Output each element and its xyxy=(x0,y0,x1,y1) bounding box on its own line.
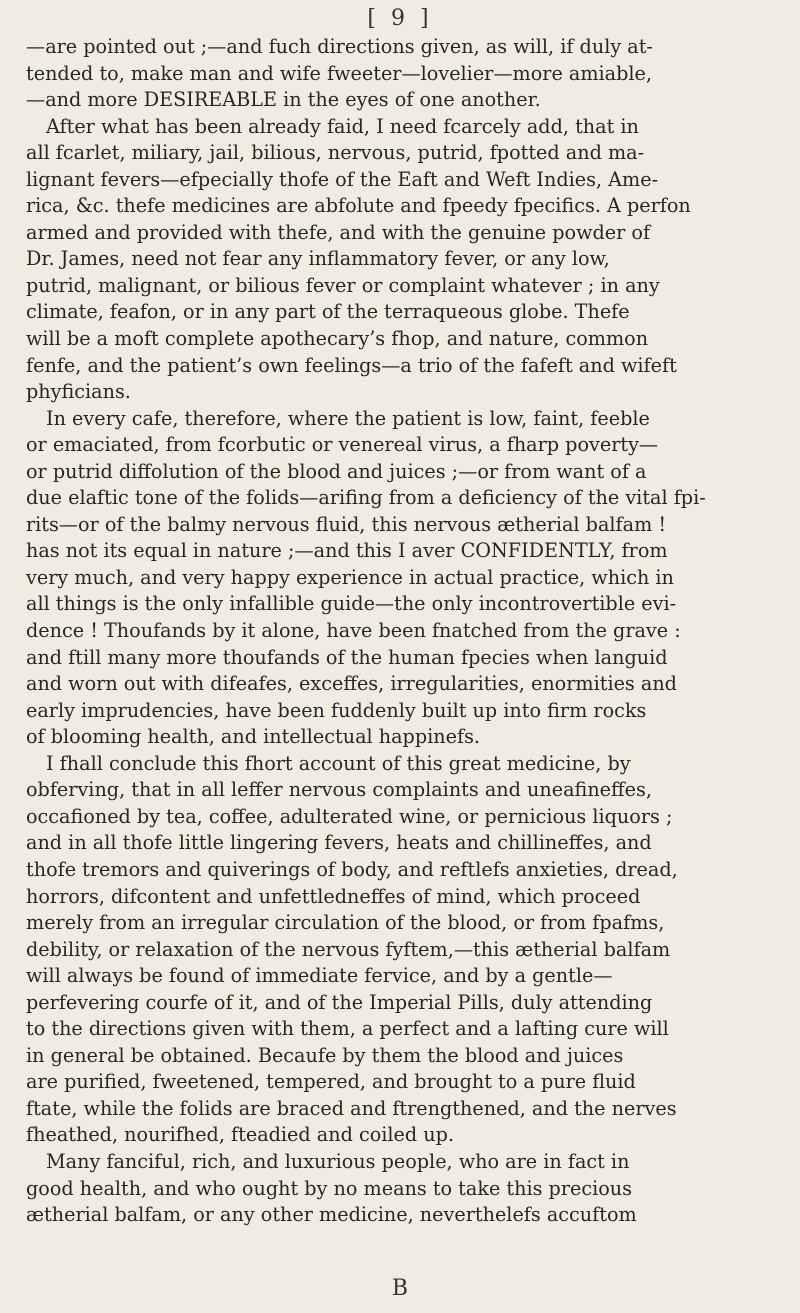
page-number: [ 9 ] xyxy=(367,6,433,31)
text-line: has not its equal in nature ;—and this I aver CONFIDENTLY, from xyxy=(26,539,668,563)
body-text xyxy=(26,34,790,1229)
text-line: and worn out with difeafes, exceffes, irregularities, enormities and xyxy=(26,672,677,696)
text-line: will always be found of immediate fervice, and by a gentle— xyxy=(26,964,613,988)
text-line: are purified, fweetened, tempered, and brought to a pure fluid xyxy=(26,1070,636,1094)
text-line: will be a moft complete apothecary’s fhop, and nature, common xyxy=(26,327,649,351)
text-line: lignant fevers—efpecially thofe of the Eaft and Weft Indies, Ame- xyxy=(26,167,659,191)
text-line: and in all thofe little lingering fevers, heats and chillineffes, and xyxy=(26,831,652,855)
text-line: early imprudencies, have been fuddenly built up into firm rocks xyxy=(26,698,647,722)
text-line: all fcarlet, miliary, jail, bilious, nervous, putrid, fpotted and ma- xyxy=(26,141,645,165)
text-line: obferving, that in all leffer nervous complaints and uneafineffes, xyxy=(26,778,652,802)
text-line: rica, &c. thefe medicines are abfolute and fpeedy fpecifics. A perfon xyxy=(26,194,691,218)
text-line: rits—or of the balmy nervous fluid, this nervous ætherial balfam ! xyxy=(26,512,667,536)
text-line: to the directions given with them, a perfect and a lafting cure will xyxy=(26,1017,669,1041)
text-line: —are pointed out ;—and fuch directions given, as will, if duly at- xyxy=(26,35,653,58)
text-line: good health, and who ought by no means to take this precious xyxy=(26,1176,633,1200)
text-line: Dr. James, need not fear any inflammatory fever, or any low, xyxy=(26,247,610,271)
text-line: thofe tremors and quiverings of body, and reftlefs anxieties, dread, xyxy=(26,857,678,881)
text-line: very much, and very happy experience in actual practice, which in xyxy=(26,565,674,589)
text-line: occafioned by tea, coffee, adulterated wine, or pernicious liquors ; xyxy=(26,804,673,828)
text-line: putrid, malignant, or bilious fever or complaint whatever ; in any xyxy=(26,273,660,297)
signature-mark: B xyxy=(391,1276,409,1301)
text-line: armed and provided with thefe, and with the genuine powder of xyxy=(26,220,651,244)
text-line: dence ! Thoufands by it alone, have been fnatched from the grave : xyxy=(26,619,681,643)
text-line: or putrid diffolution of the blood and juices ;—or from want of a xyxy=(26,459,647,483)
text-line: due elaftic tone of the folids—arifing from a deficiency of the vital fpi- xyxy=(26,486,706,510)
paragraph-start-line: I fhall conclude this fhort account of this great medicine, by xyxy=(46,751,631,775)
text-line: phyficians. xyxy=(26,380,131,404)
text-line: fheathed, nourifhed, fteadied and coiled up. xyxy=(26,1123,455,1147)
text-line: ftate, while the folids are braced and ftrengthened, and the nerves xyxy=(26,1096,677,1120)
paragraph-start-line: Many fanciful, rich, and luxurious people, who are in fact in xyxy=(46,1149,630,1173)
text-line: all things is the only infallible guide—the only incontrovertible evi- xyxy=(26,592,677,616)
text-line: merely from an irregular circulation of the blood, or from fpafms, xyxy=(26,911,665,935)
text-line: tended to, make man and wife fweeter—lovelier—more amiable, xyxy=(26,61,652,85)
text-line: horrors, difcontent and unfettledneffes of mind, which proceed xyxy=(26,884,641,908)
text-line: debility, or relaxation of the nervous fyftem,—this ætherial balfam xyxy=(26,937,671,961)
text-line: fenfe, and the patient’s own feelings—a trio of the fafeft and wifeft xyxy=(26,353,677,377)
text-line: of blooming health, and intellectual happinefs. xyxy=(26,725,481,749)
text-line: climate, feafon, or in any part of the terraqueous globe. Thefe xyxy=(26,300,630,324)
text-line: perfevering courfe of it, and of the Imperial Pills, duly attending xyxy=(26,990,653,1014)
paragraph-start-line: In every cafe, therefore, where the patient is low, faint, feeble xyxy=(46,406,650,430)
text-line: and ftill many more thoufands of the human fpecies when languid xyxy=(26,645,668,669)
text-line: ætherial balfam, or any other medicine, neverthelefs accuftom xyxy=(26,1203,637,1227)
text-line: in general be obtained. Becaufe by them the blood and juices xyxy=(26,1043,624,1067)
text-line: —and more DESIREABLE in the eyes of one another. xyxy=(26,88,541,112)
text-line: or emaciated, from fcorbutic or venereal virus, a fharp poverty— xyxy=(26,433,659,457)
paragraph-start-line: After what has been already faid, I need fcarcely add, that in xyxy=(46,114,639,138)
